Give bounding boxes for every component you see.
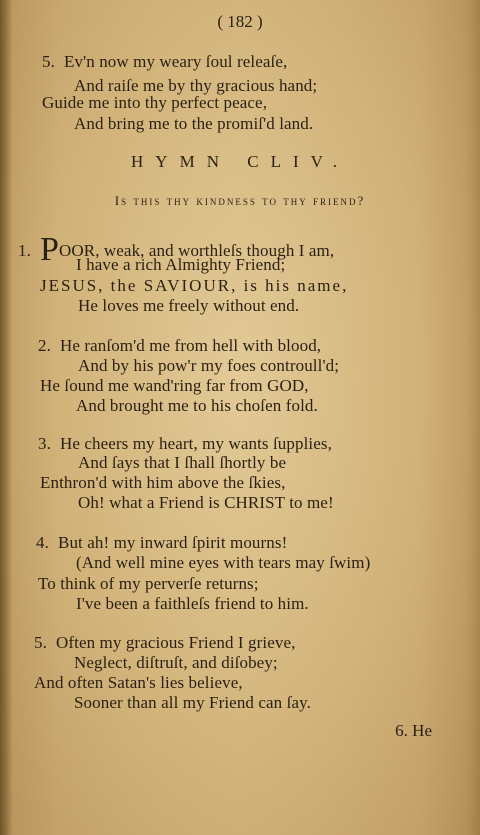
stanza-5-line-1: 5. Often my gracious Friend I grieve, <box>34 633 296 652</box>
prev-stanza-number: 5. <box>42 52 55 71</box>
stanza-5-line-4: Sooner than all my Friend can ſay. <box>74 693 311 712</box>
stanza-2-line-2: And by his pow'r my foes controull'd; <box>78 356 340 375</box>
page-number-header: ( 182 ) <box>217 12 263 31</box>
catchword: 6. He <box>395 721 432 740</box>
stanza-2-line-1: 2. He ranſom'd me from hell with blood, <box>38 336 322 355</box>
prev-stanza-line-4: And bring me to the promiſ'd land. <box>74 114 314 133</box>
stanza-4-line-2: (And well mine eyes with tears may ſwim) <box>76 553 371 572</box>
stanza-1-line-1: 1. POOR, weak, and worthleſs though I am, <box>18 231 335 268</box>
stanza-2-line-3: He ſound me wand'ring far from GOD, <box>40 376 309 395</box>
stanza-1-number: 1. <box>18 241 31 260</box>
hymn-subtitle: Is this thy kindness to thy friend? <box>114 193 366 208</box>
stanza-3-line-4: Oh! what a Friend is CHRIST to me! <box>78 493 334 512</box>
drop-cap: P <box>40 231 60 268</box>
hymn-title: HYMN CLIV. <box>131 152 349 171</box>
stanza-5-number: 5. <box>34 633 47 652</box>
stanza-4-line-3: To think of my perverſe returns; <box>38 574 259 593</box>
stanza-1-line-2: I have a rich Almighty Friend; <box>76 255 286 274</box>
stanza-4-number: 4. <box>36 533 49 552</box>
stanza-3-line-2: And ſays that I ſhall ſhortly be <box>78 453 287 472</box>
stanza-5-line-2: Neglect, diſtruſt, and diſobey; <box>74 653 278 672</box>
stanza-2-line-4: And brought me to his choſen fold. <box>76 396 318 415</box>
stanza-4-line-4: I've been a faithleſs friend to him. <box>76 594 309 613</box>
gutter-shadow <box>0 0 12 835</box>
prev-stanza-line-1: 5. Ev'n now my weary ſoul releaſe, <box>42 52 288 71</box>
stanza-3-line-1: 3. He cheers my heart, my wants ſupplies, <box>38 434 332 453</box>
stanza-5-line-3: And often Satan's lies believe, <box>34 673 243 692</box>
prev-stanza-line-3: Guide me into thy perfect peace, <box>42 93 268 112</box>
stanza-4-line-1: 4. But ah! my inward ſpirit mourns! <box>36 533 288 552</box>
prev-stanza-line-2: And raiſe me by thy gracious hand; <box>74 76 318 95</box>
stanza-2-number: 2. <box>38 336 51 355</box>
stanza-3-line-3: Enthron'd with him above the ſkies, <box>40 473 286 492</box>
stanza-1-line-4: He loves me freely without end. <box>78 296 300 315</box>
stanza-1-line-3: JESUS, the SAVIOUR, is his name, <box>40 276 349 295</box>
stanza-3-number: 3. <box>38 434 51 453</box>
